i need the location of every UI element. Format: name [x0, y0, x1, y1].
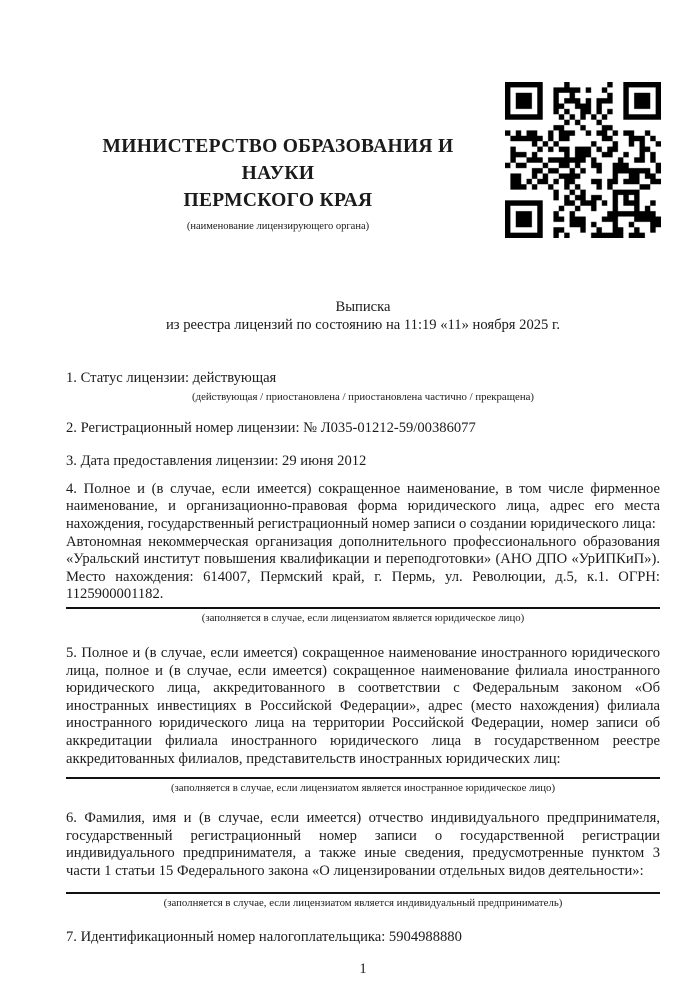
document-body: [66, 298, 660, 979]
item-5-note: (заполняется в случае, если лицензиатом является иностранное юридическое лицо): [170, 782, 556, 795]
ministry-name-line1: МИНИСТЕРСТВО ОБРАЗОВАНИЯ И НАУКИ: [102, 136, 454, 184]
item-6-note: (заполняется в случае, если лицензиатом является индивидуальный предприниматель): [163, 897, 563, 910]
document-title-line2: из реестра лицензий по состоянию на 11:19 «11» ноября 2025 г.: [165, 317, 560, 333]
item-5-foreign-entity-label: 5. Полное и (в случае, если имеется) сокращенное наименование иностранного юридического лица, полное и (в случае, если имеется) сокращенное наименование филиала иностранного юридического лица, аккредитованного в соответствии с Федеральным законом «Об иностранных инвестициях в Российской Федерации», адрес (место нахождения) филиала иностранного юридического лица на территории Российской Федерации, номер записи об аккредитации филиала иностранного юридического лица в государственном реестре аккредитованных филиалов, представительств иностранных юридических лиц:: [66, 644, 660, 767]
document-title: [66, 298, 660, 334]
divider-foreign-entity: [66, 777, 660, 779]
item-1-note: (действующая / приостановлена / приостановлена частично / прекращена): [192, 390, 534, 403]
item-4-note: (заполняется в случае, если лицензиатом является юридическое лицо): [201, 611, 525, 624]
item-2-registration-number: 2. Регистрационный номер лицензии: № Л035-01212-59/00386077: [66, 419, 476, 436]
item-3-license-date: 3. Дата предоставления лицензии: 29 июня 2012: [66, 453, 367, 470]
licensing-authority-header: [66, 133, 490, 233]
divider-legal-entity: [66, 607, 660, 609]
item-7-taxpayer-number: 7. Идентификационный номер налогоплательщика: 5904988880: [66, 929, 462, 946]
item-6-entrepreneur-label: 6. Фамилия, имя и (в случае, если имеется) отчество индивидуального предпринимателя, государственный регистрационный номер записи о государственной регистрации индивидуального предпринимателя, а также иные сведения, предусмотренные пунктом 3 части 1 статьи 15 Федерального закона «О лицензировании отдельных видов деятельности»:: [66, 810, 660, 879]
divider-entrepreneur: [66, 892, 660, 894]
page-number: 1: [359, 961, 367, 978]
qr-code-icon: [505, 82, 661, 238]
item-4-legal-entity-label: 4. Полное и (в случае, если имеется) сокращенное наименование, в том числе фирменное наименование, и организационно-правовая форма юридического лица, адрес его места нахождения, государственный регистрационный номер записи о создании юридического лица:: [66, 480, 660, 532]
item-4-legal-entity-value: Автономная некоммерческая организация дополнительного профессионального образования «Уральский институт повышения квалификации и переподготовки» (АНО ДПО «УрИПКиП»). Место нахождения: 614007, Пермский край, г. Пермь, ул. Революции, д.5, к.1. ОГРН: 1125900001182.: [66, 533, 660, 603]
document-title-line1: Выписка: [335, 299, 391, 315]
ministry-subtitle: (наименование лицензирующего органа): [186, 221, 370, 232]
item-1-license-status: 1. Статус лицензии: действующая: [66, 370, 277, 386]
ministry-name-line2: ПЕРМСКОГО КРАЯ: [183, 190, 373, 211]
